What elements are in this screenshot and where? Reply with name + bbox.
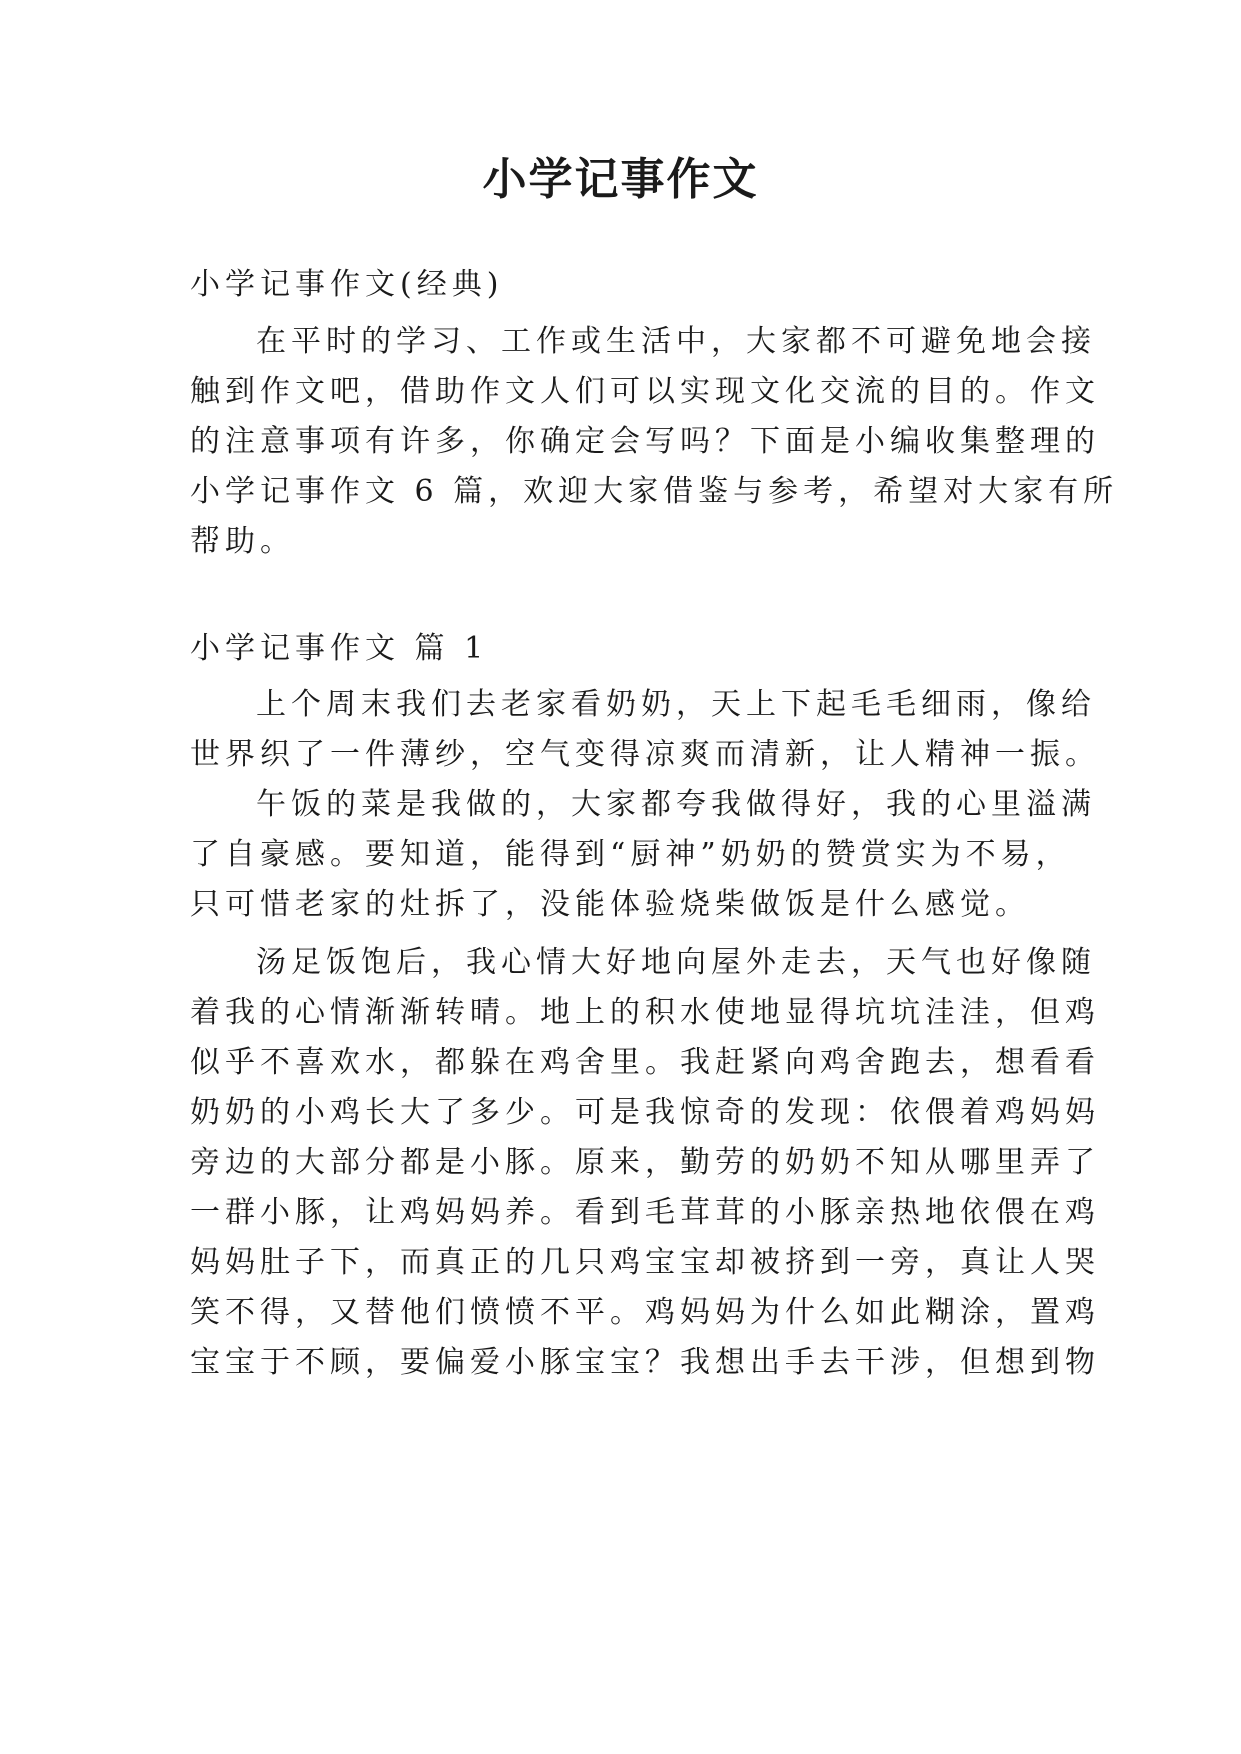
paragraph-line: 着我的心情渐渐转晴。地上的积水使地显得坑坑洼洼，但鸡 — [190, 995, 1100, 1030]
paragraph-line: 奶奶的小鸡长大了多少。可是我惊奇的发现：依偎着鸡妈妈 — [190, 1095, 1100, 1130]
paragraph-line: 的注意事项有许多，你确定会写吗？下面是小编收集整理的 — [190, 424, 1100, 459]
paragraph-line: 午饭的菜是我做的，大家都夸我做得好，我的心里溢满 — [256, 787, 1096, 822]
paragraph-line: 帮助。 — [190, 524, 295, 559]
paragraph-line: 宝宝于不顾，要偏爱小豚宝宝？我想出手去干涉，但想到物 — [190, 1345, 1100, 1380]
paragraph-line: 了自豪感。要知道，能得到“厨神”奶奶的赞赏实为不易， — [190, 837, 1071, 872]
paragraph-line: 世界织了一件薄纱，空气变得凉爽而清新，让人精神一振。 — [190, 737, 1100, 772]
paragraph-line: 似乎不喜欢水，都躲在鸡舍里。我赶紧向鸡舍跑去，想看看 — [190, 1045, 1100, 1080]
paragraph-line: 汤足饭饱后，我心情大好地向屋外走去，天气也好像随 — [256, 945, 1096, 980]
paragraph-line: 在平时的学习、工作或生活中，大家都不可避免地会接 — [256, 324, 1096, 359]
paragraph-line: 上个周末我们去老家看奶奶，天上下起毛毛细雨，像给 — [256, 687, 1096, 722]
paragraph-line: 笑不得，又替他们愤愤不平。鸡妈妈为什么如此糊涂，置鸡 — [190, 1295, 1100, 1330]
page-title: 小学记事作文 — [482, 154, 759, 205]
paragraph-line: 只可惜老家的灶拆了，没能体验烧柴做饭是什么感觉。 — [190, 887, 1030, 922]
paragraph-line: 一群小豚，让鸡妈妈养。看到毛茸茸的小豚亲热地依偎在鸡 — [190, 1195, 1100, 1230]
section-heading: 小学记事作文 篇 1 — [190, 631, 489, 666]
paragraph-line: 妈妈肚子下，而真正的几只鸡宝宝却被挤到一旁，真让人哭 — [190, 1245, 1100, 1280]
paragraph-line: 旁边的大部分都是小豚。原来，勤劳的奶奶不知从哪里弄了 — [190, 1145, 1100, 1180]
paragraph-line: 小学记事作文 6 篇，欢迎大家借鉴与参考，希望对大家有所 — [190, 474, 1119, 509]
subtitle-line: 小学记事作文(经典) — [190, 267, 504, 302]
paragraph-line: 触到作文吧，借助作文人们可以实现文化交流的目的。作文 — [190, 374, 1100, 409]
